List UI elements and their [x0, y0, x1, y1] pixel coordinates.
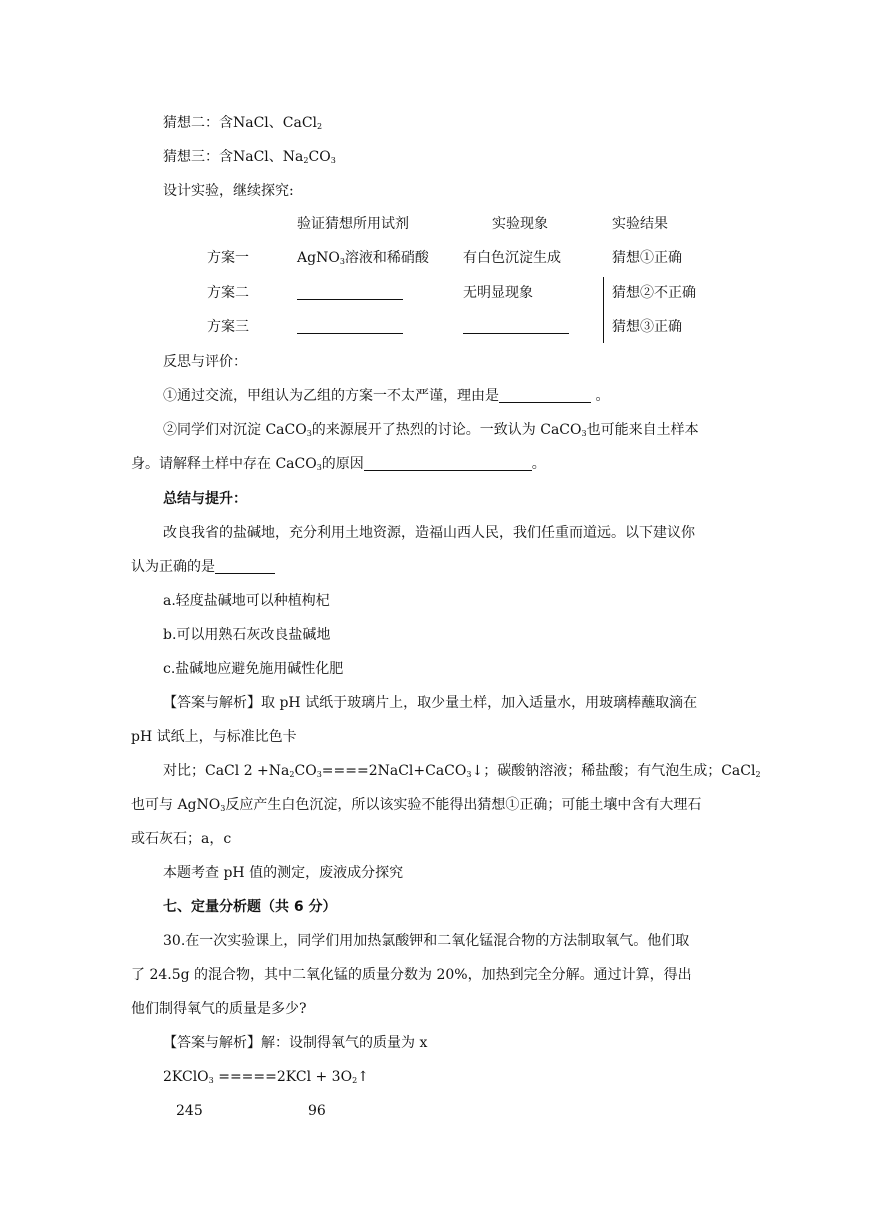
- q30-line1: 30.在一次实验课上，同学们用加热氯酸钾和二氧化锰混合物的方法制取氧气。他们取: [163, 933, 690, 949]
- summary-title: 总结与提升：: [163, 491, 247, 507]
- answer1-line3: 对比；CaCl $2 +Na_2CO_3====2NaCl+CaCO_3↓$；碳酸钠溶液；稀盐酸；有气泡生成；CaCl$_2$: [163, 763, 761, 779]
- row-3-phenomenon-blank[interactable]: [463, 333, 569, 334]
- row-2-phenomenon: 无明显现象: [463, 285, 533, 301]
- answer1-line6: 本题考查 pH 值的测定，废液成分探究: [163, 865, 404, 881]
- table-divider: [603, 277, 604, 343]
- answer1-line1: 【答案与解析】取 pH 试纸于玻璃片上，取少量土样，加入适量水，用玻璃棒蘸取滴在: [163, 695, 698, 711]
- summary-p1: 改良我省的盐碱地，充分利用土地资源，造福山西人民，我们任重而道远。以下建议你: [163, 525, 695, 541]
- row-1-phenomenon: 有白色沉淀生成: [463, 250, 561, 266]
- row-1-reagent: AgNO$_3$溶液和稀硝酸: [297, 250, 429, 266]
- q30-line3: 他们制得氧气的质量是多少?: [131, 1001, 307, 1017]
- answer1-line4: 也可与 AgNO$_3$反应产生白色沉淀，所以该实验不能得出猜想①正确；可能土壤中含有大理石: [131, 797, 702, 813]
- row-3-reagent-blank[interactable]: [297, 333, 403, 334]
- reflection-q2-line2: 身。请解释土样中存在 CaCO$_3$的原因 。: [131, 456, 546, 472]
- header-phenomenon: 实验现象: [492, 216, 548, 232]
- header-reagent: 验证猜想所用试剂: [297, 216, 409, 232]
- option-a: a.轻度盐碱地可以种植枸杞: [163, 593, 330, 609]
- guess-3: 猜想三：含NaCl、$Na_2CO_3$: [163, 149, 336, 165]
- summary-p2: 认为正确的是: [131, 558, 275, 576]
- header-result: 实验结果: [612, 216, 668, 232]
- design-line: 设计实验，继续探究:: [163, 183, 294, 199]
- section-7-title: 七、定量分析题（共 6 分）: [163, 899, 337, 915]
- q1-blank[interactable]: [499, 388, 591, 403]
- row-2-result: 猜想②不正确: [612, 285, 696, 301]
- q2-blank[interactable]: [364, 456, 532, 471]
- mass-245: 245: [176, 1103, 203, 1119]
- answer2-line1: 【答案与解析】解：设制得氧气的质量为 x: [163, 1035, 428, 1051]
- row-3-name: 方案三: [207, 319, 249, 335]
- option-c: c.盐碱地应避免施用碱性化肥: [163, 661, 344, 677]
- reflection-title: 反思与评价：: [163, 354, 247, 370]
- mass-96: 96: [308, 1103, 326, 1119]
- option-b: b.可以用熟石灰改良盐碱地: [163, 627, 331, 643]
- row-1-result: 猜想①正确: [612, 250, 682, 266]
- reflection-q1: ①通过交流，甲组认为乙组的方案一不太严谨，理由是 。: [163, 388, 610, 404]
- row-2-name: 方案二: [207, 285, 249, 301]
- q30-line2: 了 24.5g 的混合物，其中二氧化锰的质量分数为 20%，加热到完全分解。通过计算，得出: [131, 967, 692, 983]
- answer1-line5: 或石灰石；a，c: [131, 831, 232, 847]
- row-2-reagent-blank[interactable]: [297, 299, 403, 300]
- answer1-line2: pH 试纸上，与标准比色卡: [131, 729, 297, 745]
- row-1-name: 方案一: [207, 250, 249, 266]
- row-3-result: 猜想③正确: [612, 319, 682, 335]
- summary-blank[interactable]: [215, 559, 275, 574]
- guess-2: 猜想二：含NaCl、CaCl$_2$: [163, 115, 323, 131]
- equation: 2KClO$_3$ $=====2KCl + 3O_2↑$: [163, 1069, 369, 1085]
- reflection-q2-line1: ②同学们对沉淀 CaCO$_3$的来源展开了热烈的讨论。一致认为 CaCO$_3$也可能来自土样本: [163, 422, 699, 438]
